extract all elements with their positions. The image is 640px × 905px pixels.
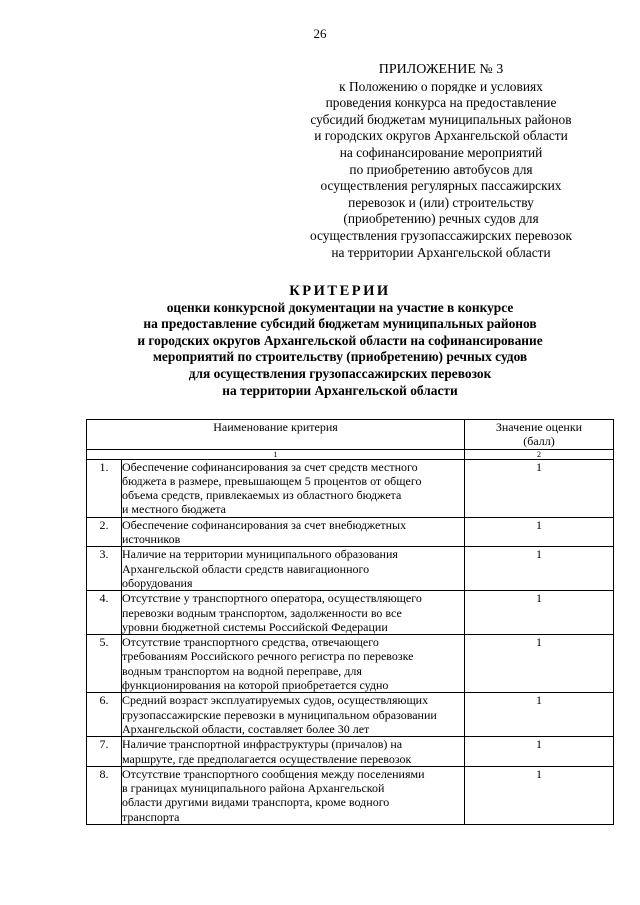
heading-line: на территории Архангельской области bbox=[222, 382, 458, 398]
criterion-line: уровни бюджетной системы Российской Федерации bbox=[122, 619, 388, 634]
criterion-text bbox=[122, 459, 465, 517]
appendix-line: на софинансирование мероприятий bbox=[339, 144, 543, 160]
criteria-table bbox=[86, 419, 614, 825]
criterion-line: транспорта bbox=[122, 809, 180, 824]
header-score-cell bbox=[465, 420, 614, 450]
table-header-row bbox=[87, 420, 614, 450]
row-number: 3. bbox=[87, 547, 122, 591]
table-row bbox=[87, 766, 614, 824]
table-row bbox=[87, 591, 614, 635]
heading-line: на предоставление субсидий бюджетам муниципальных районов bbox=[143, 316, 537, 332]
row-number: 6. bbox=[87, 693, 122, 737]
criterion-line: функционирования на которой приобретается судно bbox=[122, 678, 389, 693]
appendix-line: к Положению о порядке и условиях bbox=[339, 78, 543, 94]
header-name: Наименование критерия bbox=[213, 420, 338, 434]
appendix-line: и городских округов Архангельской области bbox=[314, 128, 568, 144]
score-value: 1 bbox=[465, 635, 614, 693]
criterion-line: водным транспортом на водной переправе, для bbox=[122, 663, 362, 678]
heading-line: оценки конкурсной документации на участие в конкурсе bbox=[166, 299, 514, 315]
appendix-line: субсидий бюджетам муниципальных районов bbox=[310, 111, 572, 127]
header-score-line: (балл) bbox=[523, 434, 555, 449]
criterion-line: в границах муниципального района Архангельской bbox=[122, 781, 385, 796]
criterion-text bbox=[122, 693, 465, 737]
appendix-title: ПРИЛОЖЕНИЕ № 3 bbox=[378, 62, 504, 77]
row-number: 4. bbox=[87, 591, 122, 635]
criterion-text bbox=[122, 591, 465, 635]
criterion-line: оборудования bbox=[122, 575, 193, 590]
criterion-line: Обеспечение софинансирования за счет внебюджетных bbox=[122, 517, 407, 532]
document-heading bbox=[70, 283, 610, 399]
score-value: 1 bbox=[465, 517, 614, 547]
row-number: 5. bbox=[87, 635, 122, 693]
row-number: 2. bbox=[87, 517, 122, 547]
criterion-line: Наличие на территории муниципального образования bbox=[122, 547, 398, 562]
appendix-line: проведения конкурса на предоставление bbox=[325, 95, 557, 111]
criterion-line: Наличие транспортной инфраструктуры (причалов) на bbox=[122, 737, 403, 752]
criterion-line: грузопассажирские перевозки в муниципальном образовании bbox=[122, 707, 437, 722]
heading-title: КРИТЕРИИ bbox=[289, 283, 391, 299]
column-index-row bbox=[87, 449, 614, 459]
criterion-line: маршруте, где предполагается осуществление перевозок bbox=[122, 751, 412, 766]
criterion-line: требованиям Российского речного регистра по перевозке bbox=[122, 649, 414, 664]
row-number: 1. bbox=[87, 459, 122, 517]
column-index: 2 bbox=[465, 449, 614, 459]
table-row bbox=[87, 693, 614, 737]
appendix-line: осуществления грузопассажирских перевозок bbox=[309, 227, 573, 243]
heading-line: и городских округов Архангельской области на софинансирование bbox=[137, 332, 543, 348]
criterion-line: источников bbox=[122, 532, 181, 547]
appendix-block bbox=[284, 62, 598, 261]
criterion-line: бюджета в размере, превышающем 5 процентов от общего bbox=[122, 473, 422, 488]
page-number: 26 bbox=[313, 26, 327, 41]
table-body bbox=[87, 459, 614, 824]
criterion-line: и местного бюджета bbox=[122, 502, 226, 517]
appendix-line: (приобретению) речных судов для bbox=[343, 211, 539, 227]
criterion-line: Архангельской области средств навигационного bbox=[122, 561, 370, 576]
criterion-line: Отсутствие у транспортного оператора, осуществляющего bbox=[122, 591, 422, 606]
score-value: 1 bbox=[465, 459, 614, 517]
criterion-text bbox=[122, 547, 465, 591]
criterion-line: Отсутствие транспортного средства, отвечающего bbox=[122, 635, 379, 650]
criterion-line: Обеспечение софинансирования за счет средств местного bbox=[122, 459, 418, 474]
score-value: 1 bbox=[465, 591, 614, 635]
heading-line: мероприятий по строительству (приобретению) речных судов bbox=[152, 349, 528, 365]
table-row bbox=[87, 737, 614, 767]
header-name-cell bbox=[87, 420, 465, 450]
heading-line: для осуществления грузопассажирских перевозок bbox=[188, 365, 492, 381]
row-number: 7. bbox=[87, 737, 122, 767]
column-index: 1 bbox=[87, 449, 465, 459]
criterion-text bbox=[122, 737, 465, 767]
table-row bbox=[87, 517, 614, 547]
criterion-line: области другими видами транспорта, кроме водного bbox=[122, 795, 390, 810]
criterion-text bbox=[122, 635, 465, 693]
score-value: 1 bbox=[465, 547, 614, 591]
table-row bbox=[87, 459, 614, 517]
table-row bbox=[87, 547, 614, 591]
appendix-line: перевозок и (или) строительству bbox=[348, 194, 534, 210]
criterion-line: Средний возраст эксплуатируемых судов, осуществляющих bbox=[122, 693, 429, 708]
criterion-line: Отсутствие транспортного сообщения между поселениями bbox=[122, 766, 425, 781]
table-row bbox=[87, 635, 614, 693]
score-value: 1 bbox=[465, 693, 614, 737]
criterion-line: перевозки водным транспортом, задолженности во все bbox=[122, 605, 402, 620]
score-value: 1 bbox=[465, 766, 614, 824]
appendix-line: осуществления регулярных пассажирских bbox=[320, 178, 562, 194]
appendix-line: по приобретению автобусов для bbox=[349, 161, 533, 177]
header-score-line: Значение оценки bbox=[495, 420, 583, 434]
row-number: 8. bbox=[87, 766, 122, 824]
score-value: 1 bbox=[465, 737, 614, 767]
criterion-line: объема средств, привлекаемых из областного бюджета bbox=[122, 488, 402, 503]
appendix-line: на территории Архангельской области bbox=[331, 244, 551, 260]
criterion-line: Архангельской области, составляет более 30 лет bbox=[122, 721, 370, 736]
criterion-text bbox=[122, 517, 465, 547]
criterion-text bbox=[122, 766, 465, 824]
